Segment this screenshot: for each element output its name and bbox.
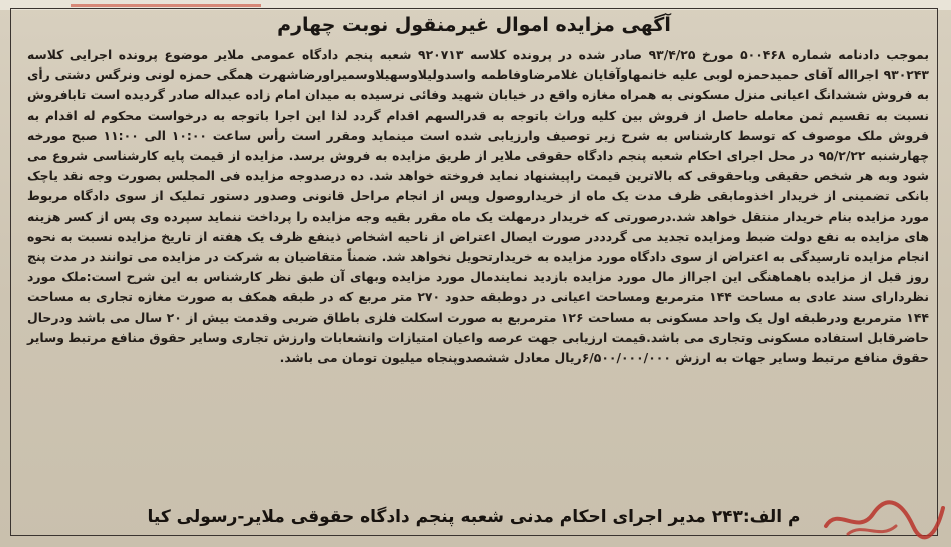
notice-frame: [10, 8, 938, 536]
handwritten-mark: [818, 496, 948, 542]
notice-footer: م الف:۲۴۳ مدیر اجرای احکام مدنی شعبه پنجم دادگاه حقوقی ملایر-رسولی کیا: [147, 507, 801, 527]
notice-body: بموجب دادنامه شماره ۵۰۰۴۶۸ مورخ ۹۳/۴/۲۵ صادر شده در پرونده کلاسه ۹۲۰۷۱۳ شعبه پنجم دادگاه عمومی ملایر موضوع پرونده اجرایی کلاسه ۹۳۰۲۴۳ اجرااله آقای حمیدحمزه لوبی علیه خانمهاوآقایان غلامرضاوفاطمه واسدولیلاوسهیلاوسمیراورضاشهرت همگی حمزه لونی ونرگس دشتی رأی به فروش ششدانگ اعیانی منزل مسکونی به همراه مغازه واقع در خیابان شهید وفائی نرسیده به میدان امام زاده عبداله صادر گردیده است تابافروش نسبت به تقسیم ثمن معامله حاصل از فروش بین کلیه وراث باتوجه به قدرالسهم اقدام گردد لذا این اجرا باتوجه به درخواست محکوم له اقدام به فروش ملک موصوف که توسط کارشناس به شرح زیر توصیف وارزیابی شده است مینماید ومقرر است رأس ساعت ۱۰:۰۰ الی ۱۱:۰۰ صبح مورخه چهارشنبه ۹۵/۲/۲۲ در محل اجرای احکام شعبه پنجم دادگاه حقوقی ملایر از طریق مزایده به فروش برسد. مزایده از قیمت پایه کارشناسی شروع می شود وبه هر شخص حقیقی وباحقوقی که بالاترین قیمت راپیشنهاد نماید فروخته خواهد شد. ده درصدوجه مزایده فی المجلس بصورت وجه نقد یاچک بانکی تضمینی از خریدار اخذومابقی ظرف مدت یک ماه از خریداروصول وپس از انجام مراحل قانونی وصدور دستور تملیک از سوی دادگاه مربوط مورد مزایده بنام خریدار منتقل خواهد شد.درصورتی که خریدار درمهلت یک ماه مقرر بقیه وجه مزایده را پرداخت ننماید سپرده وی پس از کسر هزینه های مزایده به نفع دولت ضبط ومزایده تجدید می گردددر صورت ایصال اعتراض از ناحیه اشخاص ذینفع ظرف یک هفته از تاریخ مزایده نسبت به نحوه انجام مزایده تارسیدگی به اعتراض از سوی دادگاه مورد مزایده به خریدارتحویل نخواهد شد. ضمناً متقاضیان به شرکت در مزایده می توانند در مدت پنج روز قبل از مزایده باهماهنگی این اجرااز مال مورد مزایده بازدید نمایندمال مورد مزایده وبهای آن طبق نظر کارشناس به این شرح است:ملک مورد نظردارای سند عادی به مساحت ۱۴۴ مترمربع ومساحت اعیانی در دوطبقه حدود ۲۷۰ متر مربع که در طبقه همکف به صورت مغازه تجاری به مساحت ۱۴۴ مترمربع ودرطبقه اول یک واحد مسکونی به مساحت ۱۲۶ مترمربع به صورت اسکلت فلزی باطاق ضربی وقدمت بیش از ۲۰ سال می باشد ودرحال حاضرقابل استفاده مسکونی وتجاری می باشد.قیمت ارزیابی جهت عرصه واعیان امتیازات وانشعابات وارزش تجاری وسایر حقوق منافع مرتبط وسایر حقوق منافع مرتبط وسایر جهات به ارزش ۶/۵۰۰/۰۰۰/۰۰۰ریال معادل ششصدوپنجاه میلیون تومان می باشد.: [27, 47, 930, 366]
notice-title: آگهی مزایده اموال غیرمنقول نوبت چهارم: [277, 14, 671, 36]
